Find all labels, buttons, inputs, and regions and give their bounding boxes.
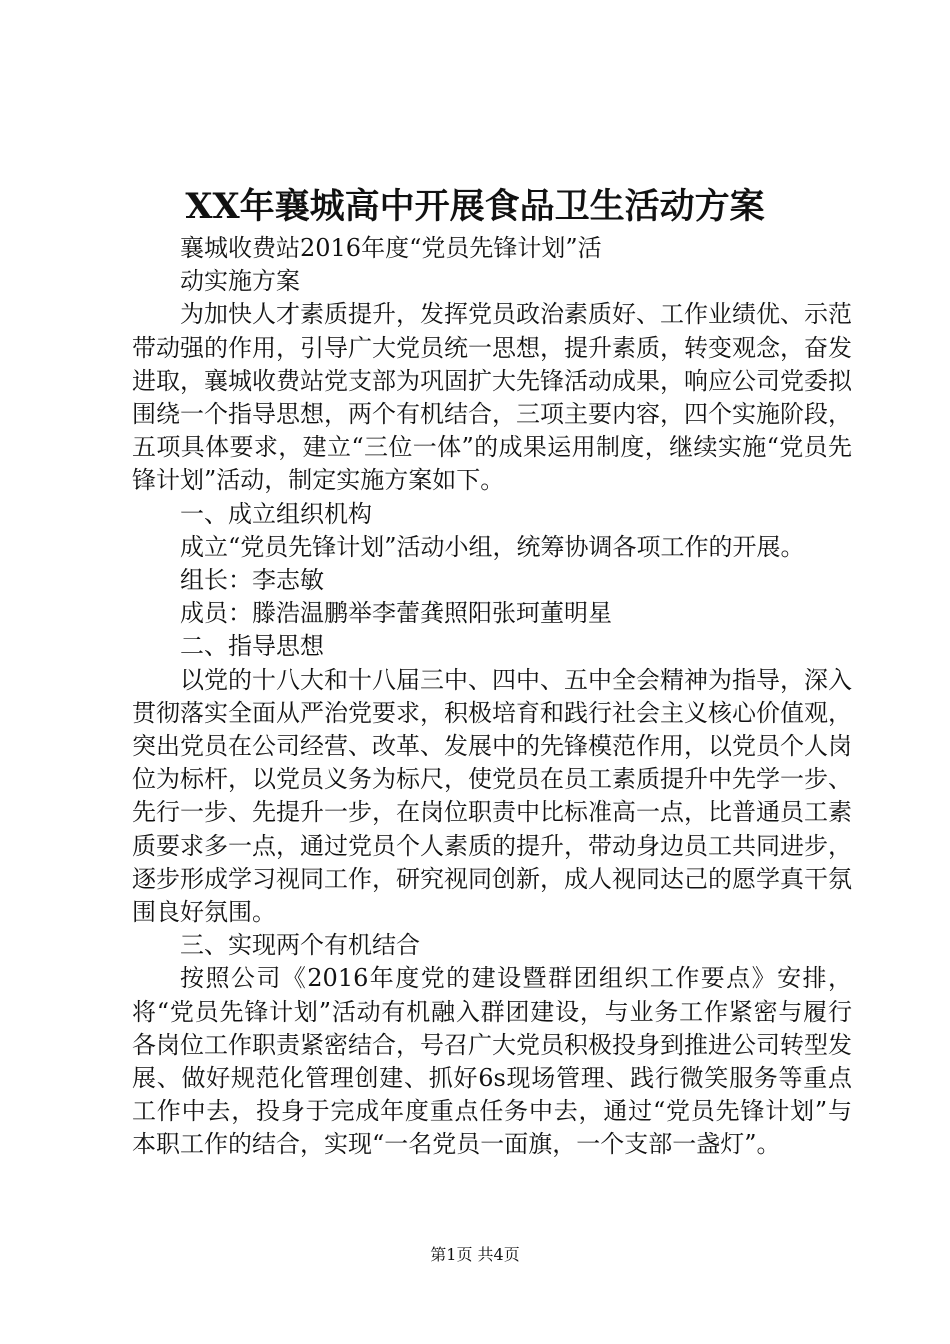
paragraph-subtitle-line-1: 襄城收费站2016年度“党员先锋计划”活: [180, 234, 602, 262]
paragraph-intro: 为加快人才素质提升，发挥党员政治素质好、工作业绩优、示范带动强的作用，引导广大党员统一思想，提升素质，转变观念，奋发进取，襄城收费站党支部为巩固扩大先锋活动成果，响应公司党委拟围绕一个指导思想，两个有机结合，三项主要内容，四个实施阶段，五项具体要求，建立“三位一体”的成果运用制度，继续实施“党员先锋计划”活动，制定实施方案如下。: [132, 300, 852, 495]
paragraph-section-3: 按照公司《2016年度党的建设暨群团组织工作要点》安排，将“党员先锋计划”活动有机融入群团建设，与业务工作紧密与履行各岗位工作职责紧密结合，号召广大党员积极投身到推进公司转型发展、做好规范化管理创建、抓好6s现场管理、践行微笑服务等重点工作中去，投身于完成年度重点任务中去，通过“党员先锋计划”与本职工作的结合，实现“一名党员一面旗，一个支部一盏灯”。: [132, 964, 852, 1159]
paragraph-members: 成员：滕浩温鹏举李蕾龚照阳张珂董明星: [180, 599, 612, 628]
heading-section-3: 三、实现两个有机结合: [180, 931, 420, 960]
page-footer: 第1页 共4页: [430, 1245, 520, 1264]
paragraph-leader: 组长：李志敏: [180, 566, 324, 595]
document-title: XX年襄城高中开展食品卫生活动方案: [185, 186, 765, 227]
document-body: [132, 232, 852, 1162]
paragraph-section-1: 成立“党员先锋计划”活动小组，统筹协调各项工作的开展。: [180, 532, 805, 561]
paragraph-section-2: 以党的十八大和十八届三中、四中、五中全会精神为指导，深入贯彻落实全面从严治党要求，积极培育和践行社会主义核心价值观，突出党员在公司经营、改革、发展中的先锋模范作用，以党员个人岗位为标杆，以党员义务为标尺，使党员在员工素质提升中先学一步、先行一步、先提升一步，在岗位职责中比标准高一点，比普通员工素质要求多一点，通过党员个人素质的提升，带动身边员工共同进步，逐步形成学习视同工作，研究视同创新，成人视同达己的愿学真干氛围良好氛围。: [132, 665, 852, 927]
heading-section-1: 一、成立组织机构: [180, 499, 372, 528]
paragraph-subtitle-line-2: 动实施方案: [180, 267, 300, 296]
heading-section-2: 二、指导思想: [180, 632, 324, 661]
